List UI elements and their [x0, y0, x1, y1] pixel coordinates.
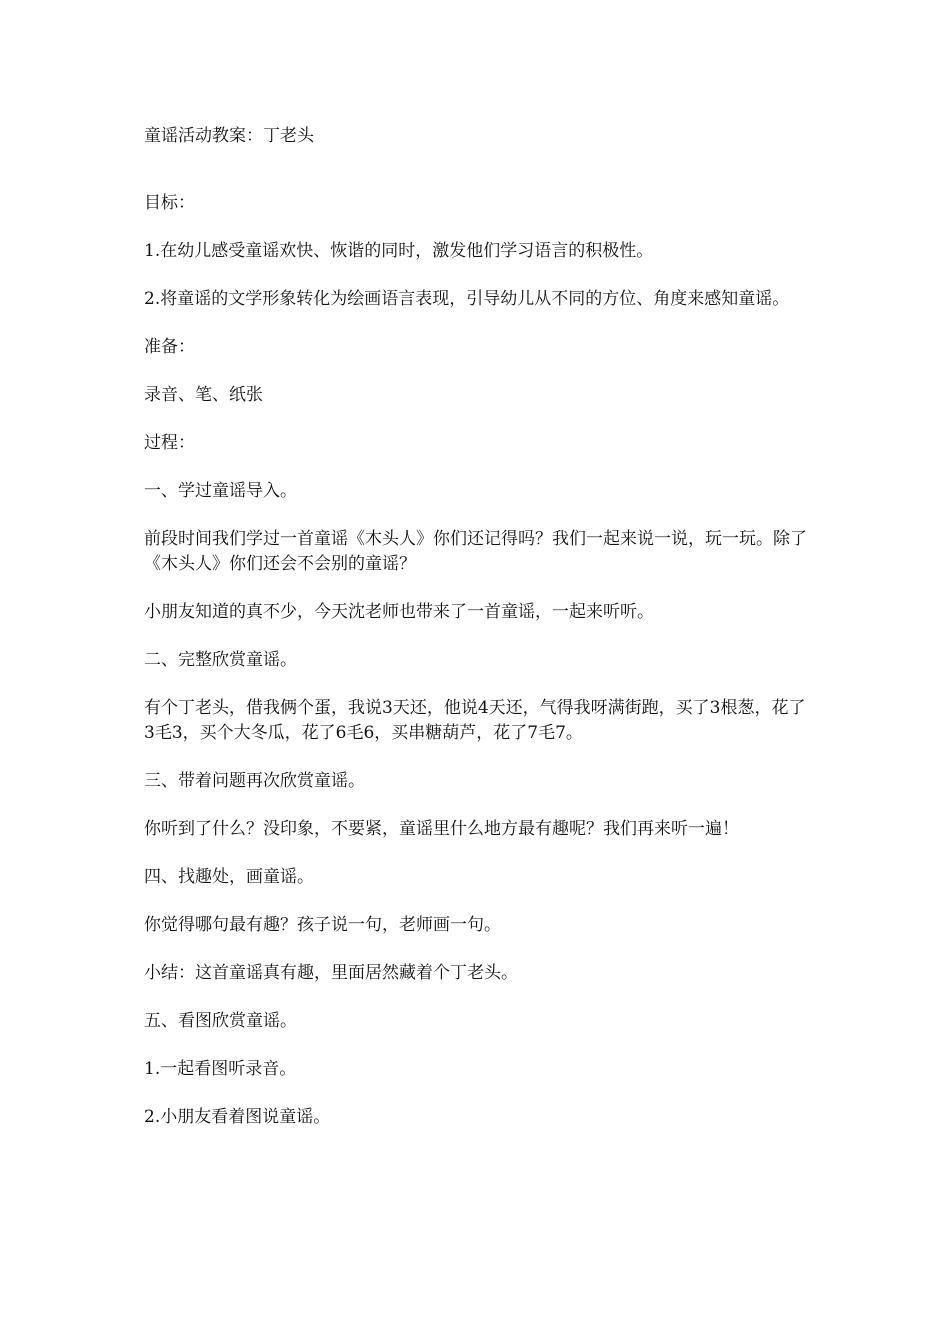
- paragraph-step-3-text: 你听到了什么？没印象，不要紧，童谣里什么地方最有趣呢？我们再来听一遍！: [144, 819, 739, 839]
- paragraph-step-4-text: 你觉得哪句最有趣？孩子说一句，老师画一句。: [144, 915, 501, 935]
- document-body: [144, 124, 810, 1130]
- paragraph-step-1-followup: 小朋友知道的真不少，今天沈老师也带来了一首童谣，一起来听听。: [144, 602, 654, 622]
- paragraph-step-2-heading: 二、完整欣赏童谣。: [144, 650, 297, 670]
- paragraph-objective-2: 2.将童谣的文学形象转化为绘画语言表现，引导幼儿从不同的方位、角度来感知童谣。: [144, 289, 790, 309]
- paragraph-step-5-heading: 五、看图欣赏童谣。: [144, 1011, 297, 1031]
- paragraph-objectives-heading: 目标：: [144, 193, 195, 213]
- paragraph-preparation-items: 录音、笔、纸张: [144, 385, 263, 405]
- paragraph-preparation-heading: 准备：: [144, 337, 195, 357]
- paragraph-step-3-heading: 三、带着问题再次欣赏童谣。: [144, 771, 365, 791]
- paragraph-step-5-item-1: 1.一起看图听录音。: [144, 1059, 297, 1079]
- paragraph-process-heading: 过程：: [144, 433, 195, 453]
- paragraph-step-5-item-2: 2.小朋友看着图说童谣。: [144, 1107, 331, 1127]
- document-title: 童谣活动教案：丁老头: [144, 126, 314, 146]
- paragraph-summary: 小结：这首童谣真有趣，里面居然藏着个丁老头。: [144, 963, 518, 983]
- paragraph-step-1-heading: 一、学过童谣导入。: [144, 481, 297, 501]
- paragraph-objective-1: 1.在幼儿感受童谣欢快、恢谐的同时，激发他们学习语言的积极性。: [144, 241, 654, 261]
- paragraph-rhyme-text: 有个丁老头，借我俩个蛋，我说3天还，他说4天还，气得我呀满街跑，买了3根葱，花了3毛3，买个大冬瓜，花了6毛6，买串糖葫芦，花了7毛7。: [144, 698, 806, 743]
- paragraph-step-1-text: 前段时间我们学过一首童谣《木头人》你们还记得吗？我们一起来说一说，玩一玩。除了《木头人》你们还会不会别的童谣？: [144, 529, 807, 574]
- paragraph-step-4-heading: 四、找趣处，画童谣。: [144, 867, 314, 887]
